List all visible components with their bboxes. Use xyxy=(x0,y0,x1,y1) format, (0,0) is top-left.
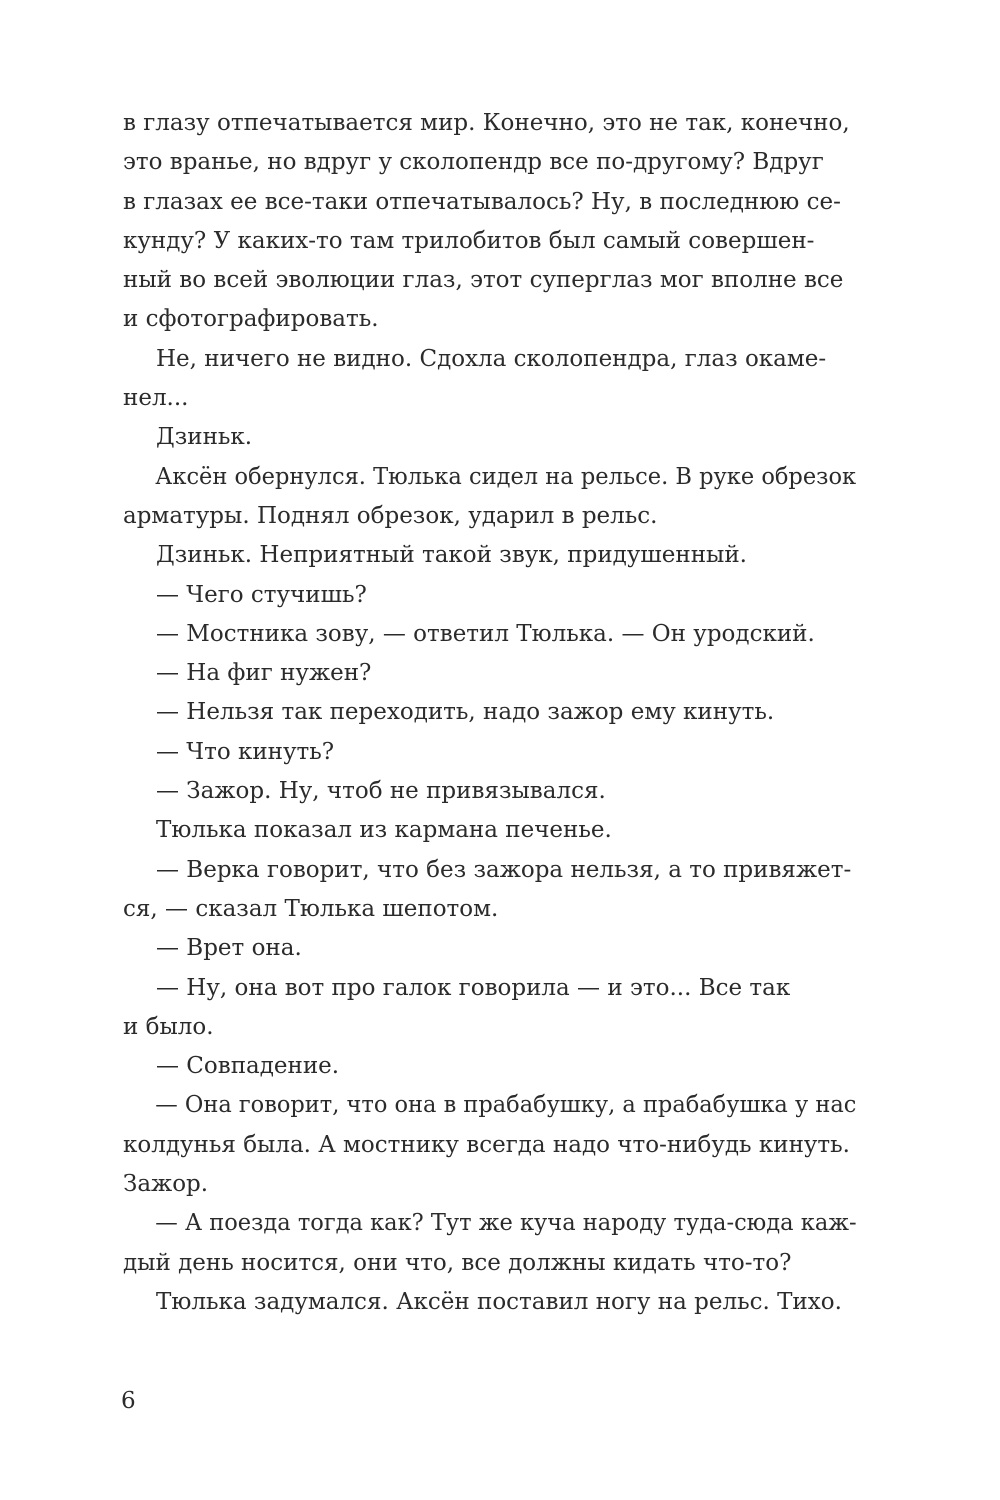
body-text xyxy=(123,104,857,1322)
text-line: Тюлька показал из кармана печенье. xyxy=(156,817,612,844)
text-line: в глазу отпечатывается мир. Конечно, это не так, конечно, xyxy=(123,110,850,136)
text-line: это вранье, но вдруг у сколопендр все по-другому? Вдруг xyxy=(123,149,824,176)
text-line: дый день носится, они что, все должны кидать что-то? xyxy=(123,1249,792,1276)
page-number: 6 xyxy=(121,1388,136,1414)
text-line: ся, — сказал Тюлька шепотом. xyxy=(123,895,499,922)
text-line: — Совпадение. xyxy=(156,1053,340,1080)
text-line: — Что кинуть? xyxy=(156,738,335,765)
text-line: ный во всей эволюции глаз, этот суперглаз мог вполне все xyxy=(123,267,844,294)
text-line: — Ну, она вот про галок говорила — и это... Все так xyxy=(156,974,791,1001)
text-line: колдунья была. А мостнику всегда надо что-нибудь кинуть. xyxy=(123,1131,850,1158)
text-line: в глазах ее все-таки отпечатывалось? Ну, в последнюю се- xyxy=(123,188,841,215)
text-line: Аксён обернулся. Тюлька сидел на рельсе. В руке обрезок xyxy=(155,463,857,490)
text-line: — Она говорит, что она в прабабушку, а прабабушка у нас xyxy=(155,1092,857,1119)
text-line: и сфотографировать. xyxy=(123,306,379,333)
text-line: арматуры. Поднял обрезок, ударил в рельс. xyxy=(123,502,658,529)
text-line: — А поезда тогда как? Тут же куча народу туда-сюда каж- xyxy=(155,1210,857,1237)
text-line: — Мостника зову, — ответил Тюлька. — Он уродский. xyxy=(156,620,815,647)
text-line: кунду? У каких-то там трилобитов был самый совершен- xyxy=(123,227,815,254)
text-line: Дзиньк. Неприятный такой звук, придушенный. xyxy=(156,542,747,569)
text-line: Не, ничего не видно. Сдохла сколопендра, глаз окаме- xyxy=(156,345,827,372)
text-line: — На фиг нужен? xyxy=(156,660,372,687)
text-line: — Чего стучишь? xyxy=(156,581,367,608)
text-line: Зажор. xyxy=(123,1171,209,1198)
text-line: нел... xyxy=(123,385,189,412)
text-line: — Зажор. Ну, чтоб не привязывался. xyxy=(156,778,606,805)
text-line: и было. xyxy=(123,1013,214,1040)
text-line: — Врет она. xyxy=(156,935,302,962)
text-line: Тюлька задумался. Аксён поставил ногу на рельс. Тихо. xyxy=(156,1288,842,1315)
text-line: Дзиньк. xyxy=(156,424,253,451)
text-line: — Верка говорит, что без зажора нельзя, а то привяжет- xyxy=(156,856,852,883)
text-line: — Нельзя так переходить, надо зажор ему кинуть. xyxy=(156,699,775,726)
